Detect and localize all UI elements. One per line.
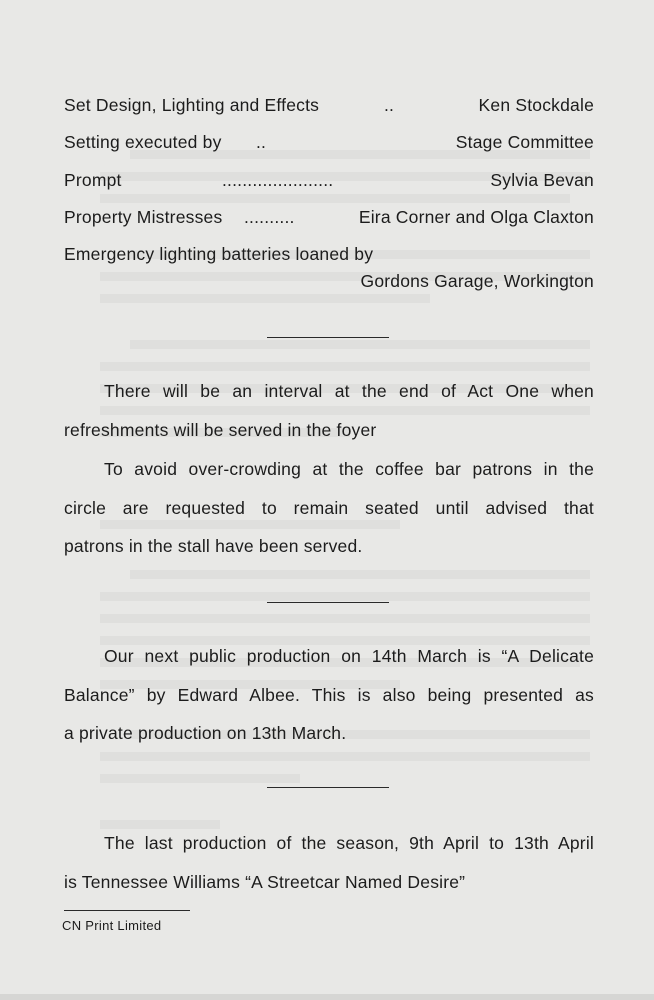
- credit-row-prompt: [64, 170, 594, 196]
- interval-line-1: There will be an interval at the end of Act One when: [104, 381, 594, 401]
- page-bottom-edge: [0, 994, 654, 1000]
- credit-name: Sylvia Bevan: [490, 170, 594, 190]
- coffee-line-1: To avoid over-crowding at the coffee bar patrons in the: [104, 459, 594, 479]
- coffee-line-3: patrons in the stall have been served.: [64, 536, 363, 556]
- credit-row-gordons-garage: [64, 271, 594, 297]
- credit-row-emergency-lighting: [64, 244, 594, 270]
- interval-line-2: refreshments will be served in the foyer: [64, 419, 377, 440]
- interval-notice: [64, 372, 594, 449]
- credit-role: Set Design, Lighting and Effects: [64, 95, 320, 115]
- credit-row-property-mistresses: [64, 207, 594, 233]
- divider-rule: [267, 602, 389, 603]
- credit-name: Gordons Garage, Workington: [360, 271, 594, 291]
- coffee-line-2: circle are requested to remain seated until advised that: [64, 497, 594, 518]
- credit-role: Prompt: [64, 170, 122, 190]
- divider-rule: [267, 787, 389, 788]
- credit-leader: ..: [256, 132, 267, 152]
- printer-rule: [64, 910, 190, 911]
- credit-row-set-design: [64, 95, 594, 121]
- credit-leader: ..: [384, 95, 395, 115]
- coffee-bar-notice: [64, 450, 594, 566]
- credit-leader: ......................: [222, 170, 334, 190]
- last-production-line-2: is Tennessee Williams “A Streetcar Named Desire”: [64, 871, 466, 892]
- credit-name: Stage Committee: [455, 132, 594, 152]
- credit-name: Ken Stockdale: [478, 95, 594, 115]
- next-production-line-1: Our next public production on 14th March is “A Delicate: [104, 646, 594, 666]
- credit-leader: ..........: [244, 207, 295, 227]
- printer-credit: CN Print Limited: [62, 918, 162, 933]
- credit-role: Setting executed by: [64, 132, 222, 152]
- divider-rule: [267, 337, 389, 338]
- last-production-line-1: The last production of the season, 9th April to 13th April: [104, 833, 594, 853]
- credit-name: Eira Corner and Olga Claxton: [358, 207, 594, 227]
- next-production-notice: [64, 637, 594, 753]
- credit-role: Property Mistresses: [64, 207, 223, 227]
- credit-row-setting-executed: [64, 132, 594, 158]
- next-production-line-2: Balance” by Edward Albee. This is also being presented as: [64, 684, 594, 705]
- last-production-notice: [64, 824, 594, 901]
- next-production-line-3: a private production on 13th March.: [64, 723, 347, 743]
- credit-role: Emergency lighting batteries loaned by: [64, 244, 374, 264]
